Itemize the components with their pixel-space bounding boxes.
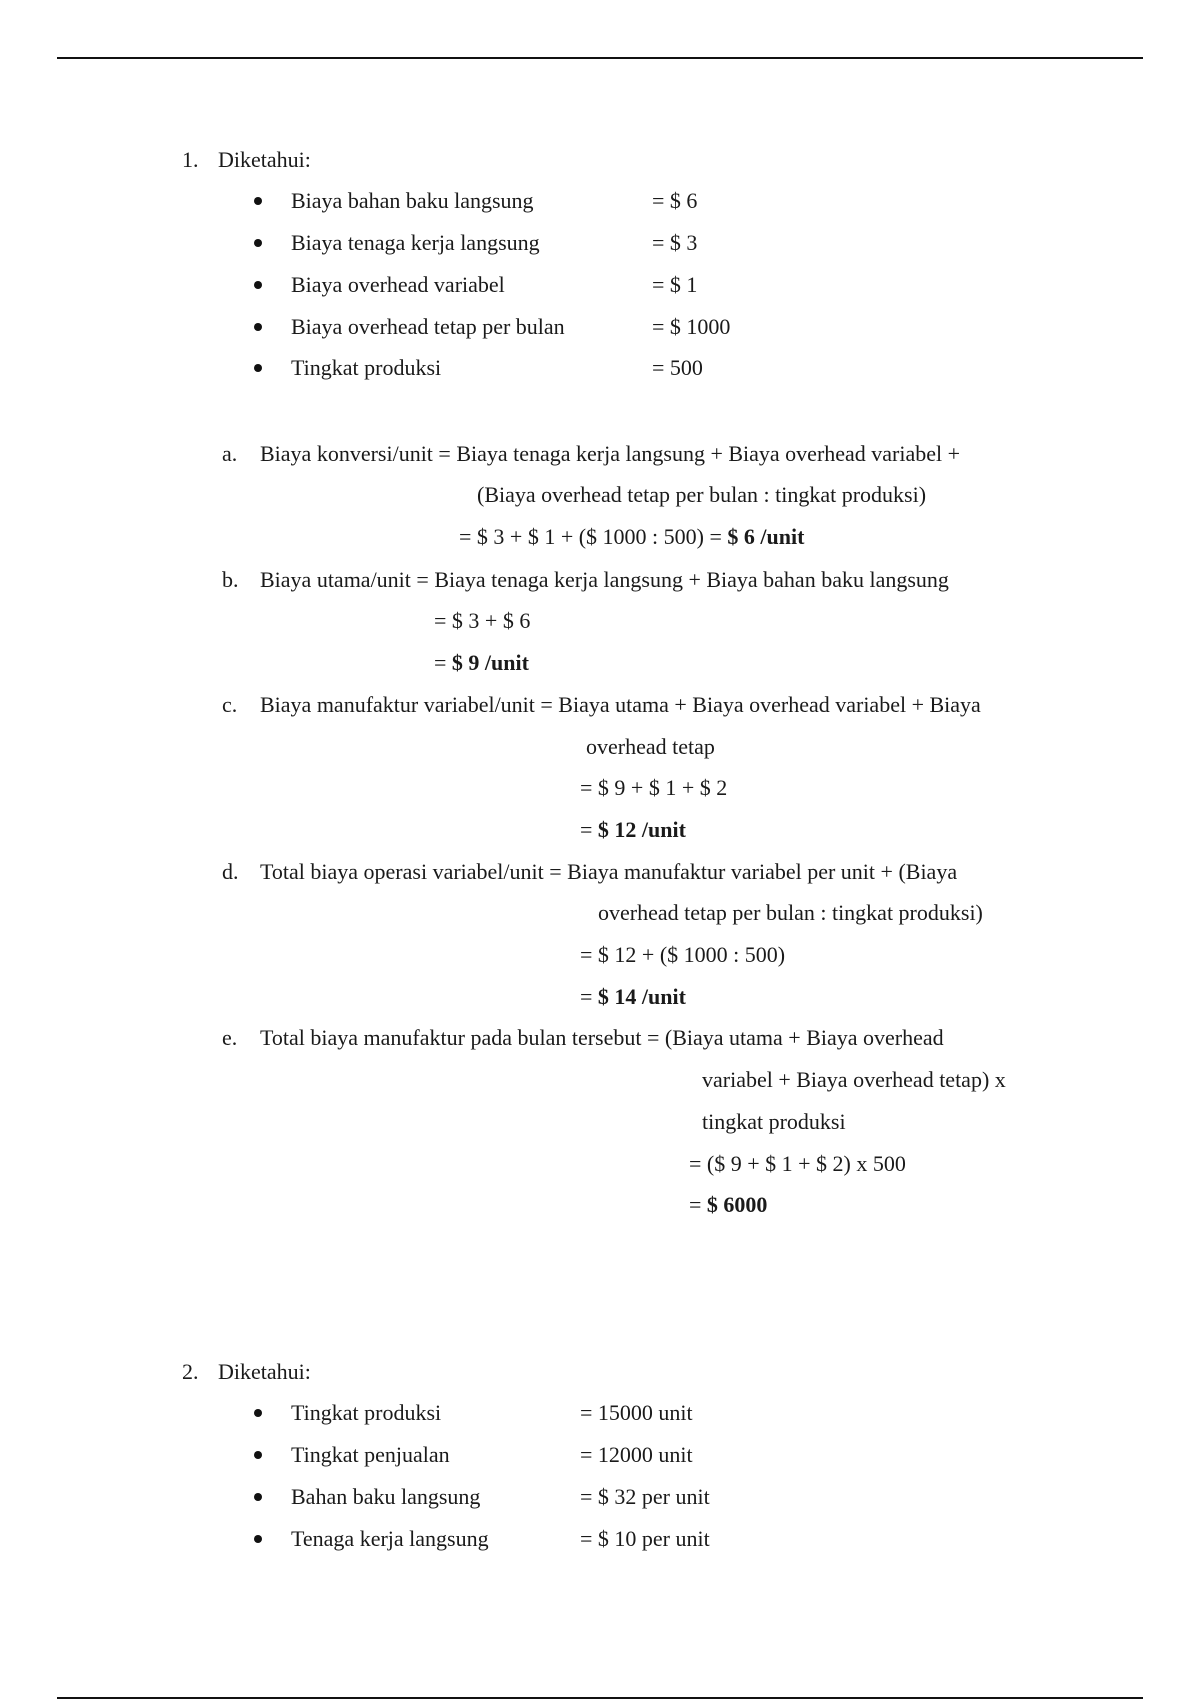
item-c-line2: overhead tetap bbox=[586, 734, 715, 759]
item-a-line2: (Biaya overhead tetap per bulan : tingkat produksi) bbox=[477, 482, 927, 507]
section2-number: 2. bbox=[182, 1359, 199, 1384]
given-label: Tingkat penjualan bbox=[291, 1442, 450, 1467]
bullet-icon bbox=[254, 323, 262, 331]
given-value: = 15000 unit bbox=[580, 1400, 693, 1425]
item-b-line3: = $ 9 /unit bbox=[434, 650, 529, 675]
given-label: Bahan baku langsung bbox=[291, 1484, 481, 1509]
item-b-line2: = $ 3 + $ 6 bbox=[434, 608, 531, 633]
item-c-line3: = $ 9 + $ 1 + $ 2 bbox=[580, 775, 728, 800]
bullet-icon bbox=[254, 364, 262, 372]
given-label: Tenaga kerja langsung bbox=[291, 1526, 489, 1551]
given-value: = 500 bbox=[652, 355, 703, 380]
bullet-icon bbox=[254, 281, 262, 289]
given-label: Tingkat produksi bbox=[291, 355, 442, 380]
item-a-result: $ 6 /unit bbox=[727, 524, 805, 549]
item-b-line1: Biaya utama/unit = Biaya tenaga kerja langsung + Biaya bahan baku langsung bbox=[260, 567, 949, 592]
item-c-result: $ 12 /unit bbox=[597, 817, 686, 842]
item-e-result: $ 6000 bbox=[706, 1192, 768, 1217]
item-e-line1: Total biaya manufaktur pada bulan tersebut = (Biaya utama + Biaya overhead bbox=[260, 1025, 944, 1050]
item-c-line4: = $ 12 /unit bbox=[580, 817, 686, 842]
bullet-icon bbox=[254, 1409, 262, 1417]
item-e-line4: = ($ 9 + $ 1 + $ 2) x 500 bbox=[689, 1151, 906, 1176]
item-a-line1: Biaya konversi/unit = Biaya tenaga kerja langsung + Biaya overhead variabel + bbox=[260, 441, 961, 466]
given-value: = $ 10 per unit bbox=[580, 1526, 710, 1551]
item-d-result: $ 14 /unit bbox=[597, 984, 686, 1009]
item-b-result: $ 9 /unit bbox=[451, 650, 529, 675]
given-value: = $ 1 bbox=[652, 272, 698, 297]
header-rule bbox=[57, 57, 1143, 59]
given-label: Tingkat produksi bbox=[291, 1400, 442, 1425]
footer-rule bbox=[57, 1697, 1143, 1699]
bullet-icon bbox=[254, 239, 262, 247]
item-d-line2: overhead tetap per bulan : tingkat produksi) bbox=[598, 900, 983, 925]
bullet-icon bbox=[254, 1535, 262, 1543]
bullet-icon bbox=[254, 1493, 262, 1501]
item-e-line2: variabel + Biaya overhead tetap) x bbox=[702, 1067, 1006, 1092]
given-value: = $ 1000 bbox=[652, 314, 731, 339]
given-value: = 12000 unit bbox=[580, 1442, 693, 1467]
item-c-letter: c. bbox=[222, 692, 238, 717]
section2-title: Diketahui: bbox=[218, 1359, 311, 1384]
given-value: = $ 32 per unit bbox=[580, 1484, 710, 1509]
item-e-line3: tingkat produksi bbox=[702, 1109, 846, 1134]
item-e-letter: e. bbox=[222, 1025, 238, 1050]
item-d-letter: d. bbox=[222, 859, 239, 884]
bullet-icon bbox=[254, 197, 262, 205]
item-d-line3: = $ 12 + ($ 1000 : 500) bbox=[580, 942, 786, 967]
bullet-icon bbox=[254, 1451, 262, 1459]
section1-title: Diketahui: bbox=[218, 147, 311, 172]
item-d-line1: Total biaya operasi variabel/unit = Biaya manufaktur variabel per unit + (Biaya bbox=[260, 859, 958, 884]
given-value: = $ 6 bbox=[652, 188, 698, 213]
item-e-line5: = $ 6000 bbox=[689, 1192, 768, 1217]
given-label: Biaya bahan baku langsung bbox=[291, 188, 534, 213]
section1-number: 1. bbox=[182, 147, 199, 172]
item-b-letter: b. bbox=[222, 567, 239, 592]
given-label: Biaya overhead tetap per bulan bbox=[291, 314, 565, 339]
given-label: Biaya overhead variabel bbox=[291, 272, 505, 297]
given-label: Biaya tenaga kerja langsung bbox=[291, 230, 540, 255]
given-value: = $ 3 bbox=[652, 230, 698, 255]
item-c-line1: Biaya manufaktur variabel/unit = Biaya utama + Biaya overhead variabel + Biaya bbox=[260, 692, 981, 717]
item-a-line3: = $ 3 + $ 1 + ($ 1000 : 500) = $ 6 /unit bbox=[459, 524, 805, 549]
item-a-letter: a. bbox=[222, 441, 238, 466]
item-d-line4: = $ 14 /unit bbox=[580, 984, 686, 1009]
